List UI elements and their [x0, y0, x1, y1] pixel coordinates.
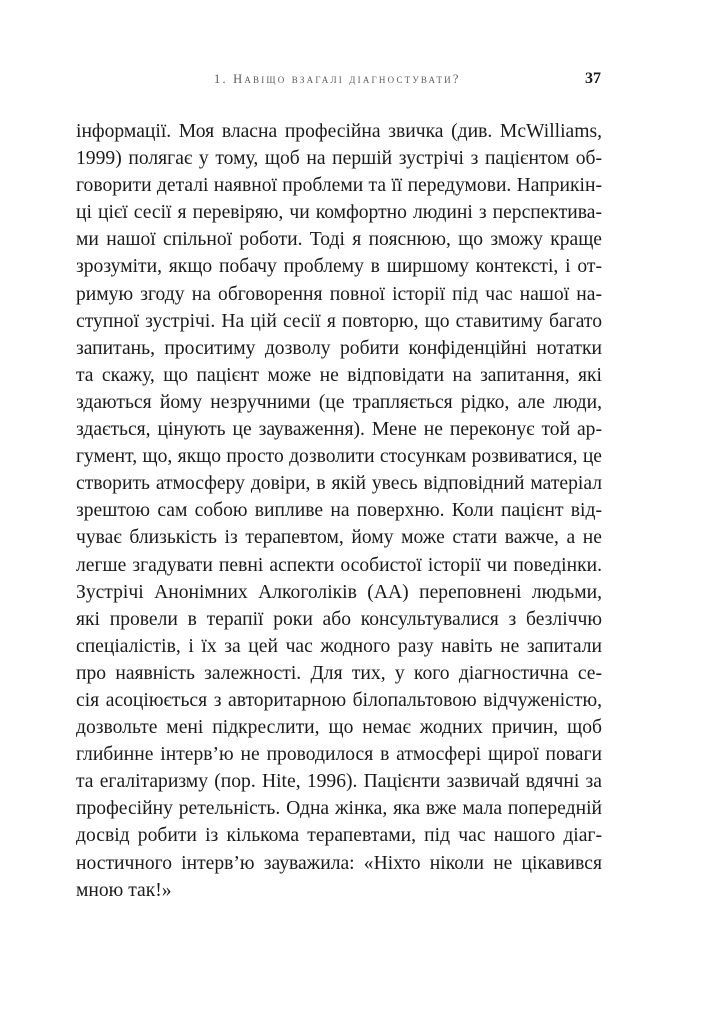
text-line: створить атмосферу довіри, в якій увесь відповідний матеріал [76, 473, 602, 495]
text-line: досвід робити із кількома терапевтами, під час нашого діаг- [76, 825, 602, 847]
text-line: 1999) полягає у тому, щоб на першій зустрічі з пацієнтом об- [76, 148, 602, 170]
text-line: професійну ретельність. Одна жінка, яка вже мала попередній [76, 798, 602, 820]
text-line: та скажу, що пацієнт може не відповідати на запитання, які [76, 364, 602, 386]
text-line: римую згоду на обговорення повної історії під час нашої на- [76, 283, 602, 305]
running-head [0, 72, 711, 92]
text-line: ці цієї сесії я перевіряю, чи комфортно людині з перспектива- [76, 202, 602, 224]
page-number: 37 [585, 70, 601, 87]
text-line: здається, цінують це зауваження). Мене не переконує той ар- [76, 419, 602, 441]
text-line: говорити деталі наявної проблеми та її передумови. Наприкін- [76, 175, 602, 197]
chapter-title: 1. Навіщо взагалі діагностувати? [214, 72, 461, 86]
text-line: глибинне інтерв’ю не проводилося в атмосфері щирої поваги [76, 744, 602, 766]
text-line: зрозуміти, якщо побачу проблему в ширшому контексті, і от- [76, 256, 602, 278]
text-line: та егалітаризму (пор. Hite, 1996). Пацієнти зазвичай вдячні за [76, 771, 602, 793]
text-line: Зустрічі Анонімних Алкоголіків (АА) переповнені людьми, [76, 581, 602, 603]
text-line: ми нашої спільної роботи. Тоді я пояснюю, що зможу краще [76, 229, 602, 251]
text-line: мною так!» [76, 879, 172, 901]
text-line: легше згадувати певні аспекти особистої історії чи поведінки. [76, 554, 602, 576]
text-line: гумент, що, якщо просто дозволити стосункам розвиватися, це [76, 446, 602, 468]
text-line: чуває близькість із терапевтом, йому може стати важче, а не [76, 527, 602, 549]
text-line: які провели в терапії роки або консультувалися з безліччю [76, 608, 602, 630]
text-line: інформації. Моя власна професійна звичка (див. McWilliams, [76, 121, 602, 142]
text-line: сія асоціюється з авторитарною білопальтовою відчуженістю, [76, 689, 602, 711]
text-line: дозвольте мені підкреслити, що немає жодних причин, щоб [76, 717, 602, 739]
text-line: ностичного інтерв’ю зауважила: «Ніхто ніколи не цікавився [76, 852, 602, 874]
text-line: спеціалістів, і їх за цей час жодного разу навіть не запитали [76, 635, 602, 657]
text-line: здаються йому незручними (це трапляється рідко, але люди, [76, 391, 602, 413]
text-line: запитань, проситиму дозволу робити конфіденційні нотатки [76, 337, 602, 359]
text-line: ступної зустрічі. На цій сесії я повторю, що ставитиму багато [76, 310, 602, 332]
body-paragraph [76, 118, 602, 904]
text-line: зрештою сам собою випливе на поверхню. Коли пацієнт від- [76, 500, 602, 522]
text-line: про наявність залежності. Для тих, у кого діагностична се- [76, 662, 602, 684]
